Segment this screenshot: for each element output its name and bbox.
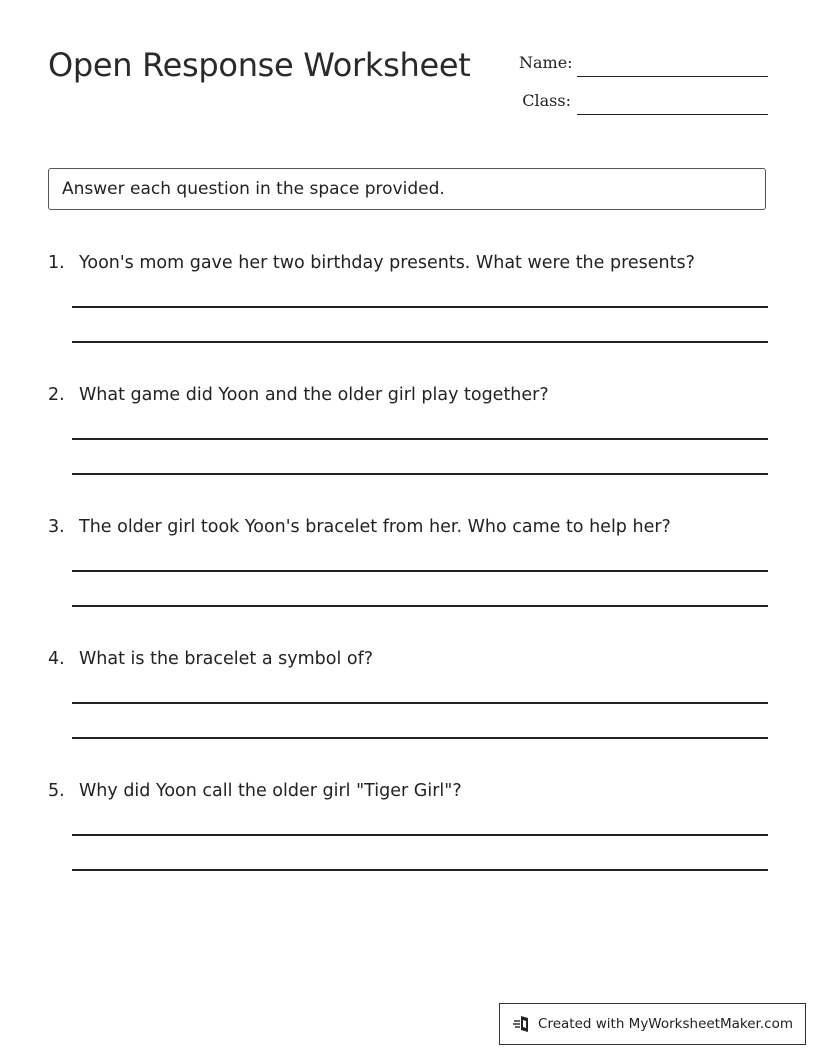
- answer-line[interactable]: [72, 737, 768, 739]
- answer-line[interactable]: [72, 473, 768, 475]
- question-text-row: [48, 647, 768, 671]
- question-text-row: [48, 779, 768, 803]
- question-number: 3.: [48, 517, 65, 537]
- instructions-text: Answer each question in the space provided.: [62, 179, 445, 199]
- question-text-row: [48, 515, 768, 539]
- answer-line[interactable]: [72, 438, 768, 440]
- class-blank-line[interactable]: [577, 114, 768, 115]
- question-1: [48, 251, 768, 275]
- question-5: [48, 779, 768, 803]
- answer-line[interactable]: [72, 869, 768, 871]
- question-number: 2.: [48, 385, 65, 405]
- class-field: [519, 91, 768, 111]
- answer-line[interactable]: [72, 570, 768, 572]
- question-text: Why did Yoon call the older girl "Tiger Girl"?: [79, 781, 462, 801]
- question-text: What is the bracelet a symbol of?: [79, 649, 374, 669]
- question-text: The older girl took Yoon's bracelet from her. Who came to help her?: [79, 517, 671, 537]
- question-text: What game did Yoon and the older girl play together?: [79, 385, 549, 405]
- question-4: [48, 647, 768, 671]
- question-number: 1.: [48, 253, 65, 273]
- answer-line[interactable]: [72, 702, 768, 704]
- footer-text: Created with MyWorksheetMaker.com: [538, 1016, 793, 1032]
- answer-line[interactable]: [72, 605, 768, 607]
- class-label: Class:: [522, 91, 571, 110]
- answer-line[interactable]: [72, 341, 768, 343]
- question-text-row: [48, 251, 768, 275]
- name-label: Name:: [519, 53, 573, 72]
- question-number: 4.: [48, 649, 65, 669]
- footer-credit-box[interactable]: [499, 1003, 806, 1045]
- answer-line[interactable]: [72, 306, 768, 308]
- instructions-box: [48, 168, 766, 210]
- question-3: [48, 515, 768, 539]
- worksheet-maker-logo-icon: [512, 1014, 532, 1034]
- question-text-row: [48, 383, 768, 407]
- name-blank-line[interactable]: [577, 76, 768, 77]
- answer-line[interactable]: [72, 834, 768, 836]
- question-text: Yoon's mom gave her two birthday presents. What were the presents?: [79, 253, 695, 273]
- question-number: 5.: [48, 781, 65, 801]
- question-2: [48, 383, 768, 407]
- page-title: Open Response Worksheet: [48, 46, 471, 84]
- name-field: [519, 53, 768, 73]
